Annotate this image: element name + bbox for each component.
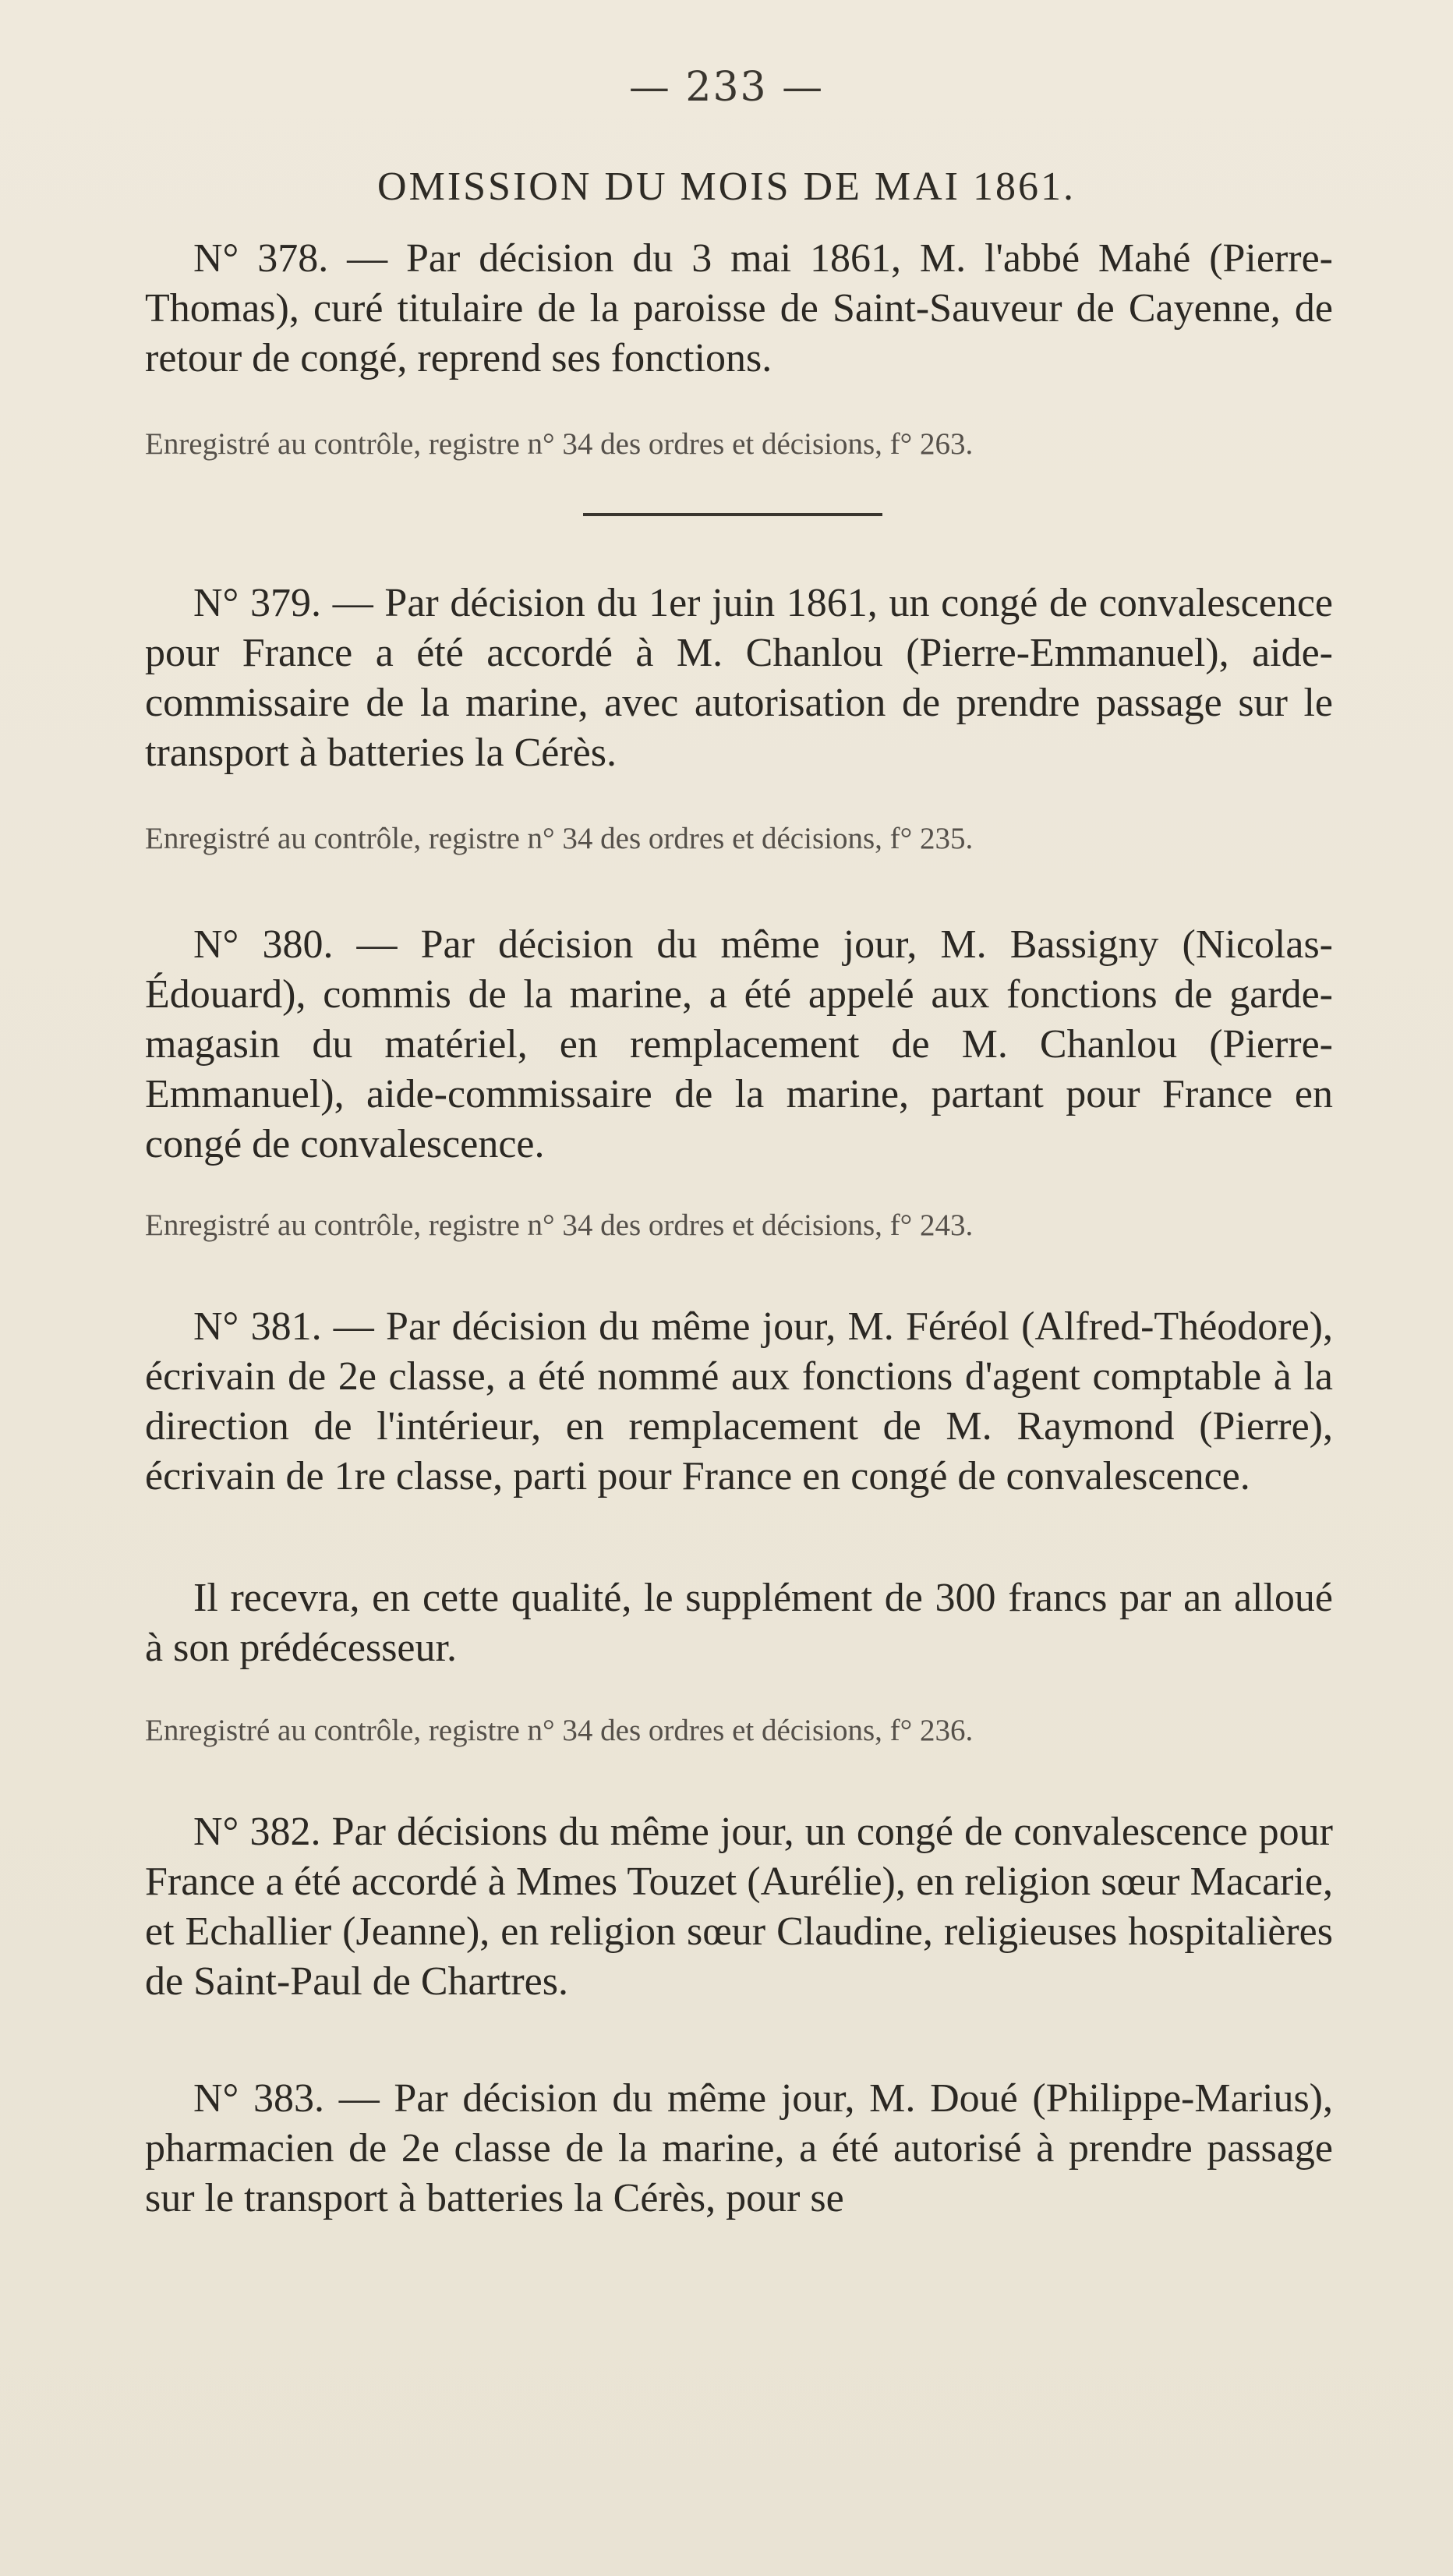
entry-382-text: N° 382. Par décisions du même jour, un congé de convalescence pour France a été accordé à Mmes Touzet (Aurélie), en religion sœur Macarie, et Echallier (Jeanne), en religion sœur Claudine, religieuses hospitalières de Saint-Paul de Chartres.	[145, 1810, 1333, 2004]
entry-381-text-continued: Il recevra, en cette qualité, le supplément de 300 francs par an alloué à son prédécesseur.	[145, 1576, 1333, 1670]
section-divider	[583, 513, 882, 516]
entry-379-registration: Enregistré au contrôle, registre n° 34 des ordres et décisions, f° 235.	[145, 822, 974, 855]
entry-380-registration: Enregistré au contrôle, registre n° 34 des ordres et décisions, f° 243.	[145, 1208, 974, 1242]
entry-378-text: N° 378. — Par décision du 3 mai 1861, M. l'abbé Mahé (Pierre-Thomas), curé titulaire de la paroisse de Saint-Sauveur de Cayenne, de retour de congé, reprend ses fonctions.	[145, 236, 1333, 380]
section-title: OMISSION DU MOIS DE MAI 1861.	[377, 165, 1076, 209]
entry-381-text: N° 381. — Par décision du même jour, M. Féréol (Alfred-Théodore), écrivain de 2e classe, a été nommé aux fonctions d'agent comptable à la direction de l'intérieur, en remplacement de M. Raymond (Pierre), écrivain de 1re classe, parti pour France en congé de convalescence.	[145, 1304, 1333, 1499]
entry-379-text: N° 379. — Par décision du 1er juin 1861, un congé de convalescence pour France a été accordé à M. Chanlou (Pierre-Emmanuel), aide-commissaire de la marine, avec autorisation de prendre passage sur le transport à batteries la Cérès.	[145, 581, 1333, 775]
entry-381-registration: Enregistré au contrôle, registre n° 34 des ordres et décisions, f° 236.	[145, 1714, 974, 1747]
entry-380-text: N° 380. — Par décision du même jour, M. Bassigny (Nicolas-Édouard), commis de la marine, a été appelé aux fonctions de garde-magasin du matériel, en remplacement de M. Chanlou (Pierre-Emmanuel), aide-commissaire de la marine, partant pour France en congé de convalescence.	[145, 922, 1333, 1166]
entry-383-text: N° 383. — Par décision du même jour, M. Doué (Philippe-Marius), pharmacien de 2e classe de la marine, a été autorisé à prendre passage sur le transport à batteries la Cérès, pour se	[145, 2076, 1333, 2220]
page-number: — 233 —	[628, 64, 825, 111]
entry-378-registration: Enregistré au contrôle, registre n° 34 des ordres et décisions, f° 263.	[145, 427, 974, 461]
